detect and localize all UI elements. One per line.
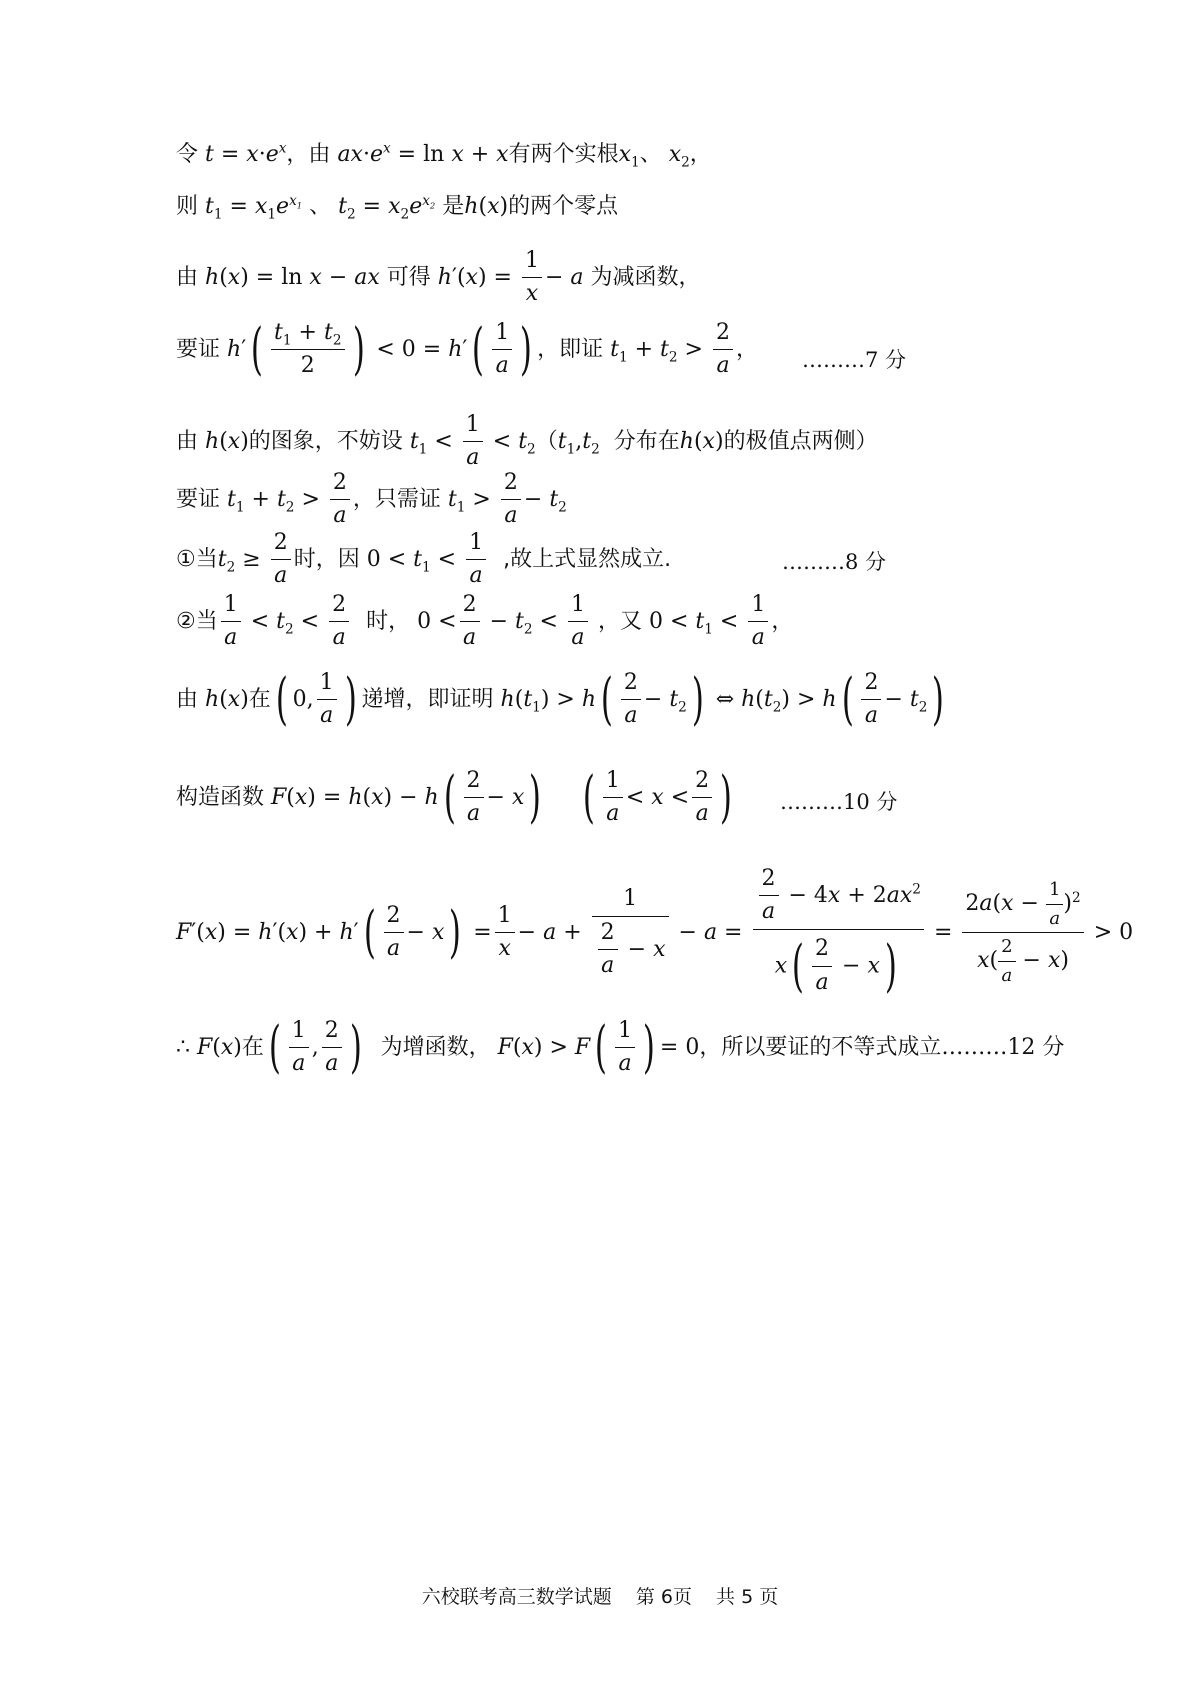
line-8: ②当 $\frac{1}{a}$ < $t_2$ < $\frac{2}{a}$ 时， 0 < $\frac{2}{a}$ − $t_2$ < $\frac{1}{a}$ ，又 $0 < t_1$ < $\frac{1}{a}$ ， — [176, 592, 794, 651]
footer-title: 六校联考高三数学试题 — [421, 1586, 612, 1608]
score-10: ………10 分 — [780, 790, 898, 814]
line-3: 由 h(x) = ln x − ax 可得 h′(x) = $\frac{1}{x}$ − a 为减函数， — [176, 248, 701, 307]
line-4: 要证 h′( $\frac{t_1 + t_2}{2}$ ) < 0 = h′( $\frac{1}{a}$ ) ，即证 $t_1 + t_2$ > $\frac{2}{a}$ ， — [176, 316, 759, 382]
line-2: 则 $t_1 = x_1e^{x_1}$ 、 $t_2 = x_2e^{x_2}$ 是h(x)的两个零点 — [176, 192, 619, 223]
score-8: ………8 分 — [782, 550, 887, 574]
footer-page: 第 6页 — [635, 1586, 692, 1608]
line-10-domain: ( $\frac{1}{a}$ < x < $\frac{2}{a}$ ) — [582, 764, 733, 830]
score-7: ………7 分 — [802, 348, 907, 372]
score-12: ………12 分 — [941, 1034, 1065, 1060]
footer-total: 共 5 页 — [716, 1586, 779, 1608]
line-7: ①当$t_2$ ≥ $\frac{2}{a}$ 时，因 $0 < t_1$ < $\frac{1}{a}$ ,故上式显然成立. — [176, 530, 672, 589]
line-9: 由 h(x)在( 0, $\frac{1}{a}$ ) 递增，即证明 $h(t_1) > h$( $\frac{2}{a}$ − $t_2$) ⇔ $h(t_2) > h$( $\frac{2}{a}$ − $t_2$) — [176, 666, 945, 732]
line-6: 要证 $t_1 + t_2$ > $\frac{2}{a}$ ，只需证 $t_1$ > $\frac{2}{a}$ − $t_2$ — [176, 470, 567, 529]
line-5: 由 h(x)的图象，不妨设 $t_1$ < $\frac{1}{a}$ < $t_2(t_1,t_2$ 分布在h(x)的极值点两侧） — [176, 412, 878, 471]
line-12: ∴ F(x)在( $\frac{1}{a}$ , $\frac{2}{a}$ ) 为增函数， F(x) > F( $\frac{1}{a}$ ) = 0，所以要证的不等式成立………12 分 — [176, 1014, 1065, 1080]
line-1: 令 $t = x\cdot e^x$，由 $ax\cdot e^x = \ln x + x$有两个实根$x_1$、 $x_2$， — [176, 140, 712, 171]
page-footer — [0, 1582, 1200, 1609]
line-11: F′(x) = h′(x) + h′( $\frac{2}{a}$ − x) = $\frac{1}{x}$ − a + 1 $\frac{2}{a}$ − x − a = $\frac{2}{a}$ − $4x + 2ax^2$ x( $\frac{2}{a}$ − x) = 2a(x − $\frac{1}{a}$ )$^2$ x( $\frac{2}{a}$ − x) > 0 — [176, 866, 1134, 999]
line-10: 构造函数 F(x) = h(x) − h( $\frac{2}{a}$ − x) — [176, 764, 542, 830]
